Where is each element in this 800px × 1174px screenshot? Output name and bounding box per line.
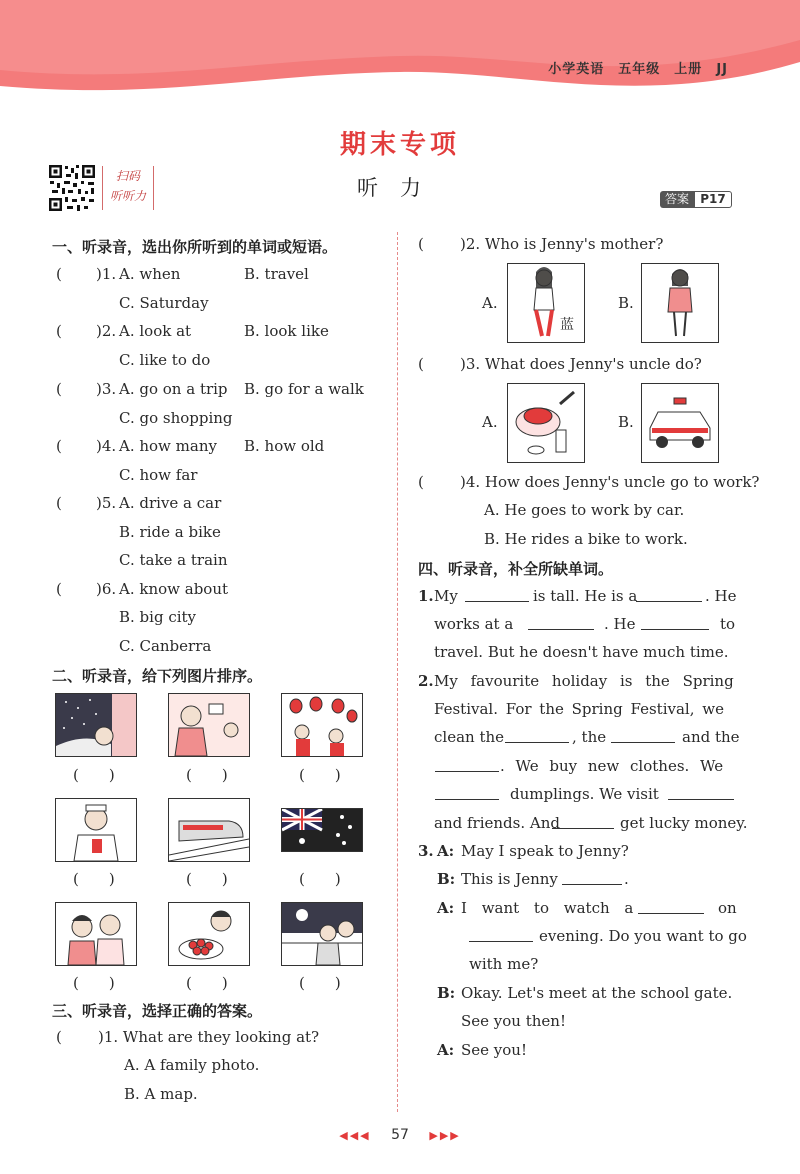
picture-night-window xyxy=(55,693,137,757)
order-paren: ( ) xyxy=(299,870,341,888)
q2-option-a: A. xyxy=(482,294,498,312)
speaker-a: A: xyxy=(437,899,455,917)
q4-option-a: A. He goes to work by car. xyxy=(484,501,685,519)
fill-blank[interactable] xyxy=(668,785,734,800)
fill-blank[interactable] xyxy=(469,927,533,942)
option-a: A. go on a trip xyxy=(119,380,228,398)
answer-page: P17 xyxy=(694,191,732,208)
order-paren: ( ) xyxy=(73,766,115,784)
answer-paren: ( xyxy=(56,580,62,598)
header-grade: 五年级 xyxy=(618,62,661,77)
p2-text: Festival. For the Spring Festival, we xyxy=(434,700,724,718)
p1-text: works at a xyxy=(434,615,514,633)
fill-blank[interactable] xyxy=(638,899,704,914)
answer-paren: ( xyxy=(56,322,62,340)
picture-night-couple xyxy=(281,902,363,966)
header-edition: JJ xyxy=(716,62,728,77)
q2-option-b: B. xyxy=(618,294,634,312)
picture-woman-b xyxy=(641,263,719,343)
option-b: B. travel xyxy=(244,265,309,283)
q3-option-a: A. xyxy=(482,413,498,431)
option-b: B. look like xyxy=(244,322,329,340)
answer-paren: ( xyxy=(56,380,62,398)
picture-family xyxy=(55,902,137,966)
q4-option-b: B. He rides a bike to work. xyxy=(484,530,688,548)
picture-train xyxy=(168,798,250,862)
answer-paren: ( xyxy=(418,473,424,491)
order-paren: ( ) xyxy=(186,870,228,888)
fill-blank[interactable] xyxy=(636,587,702,602)
option-a: A. look at xyxy=(119,322,192,340)
speaker-a: A: xyxy=(437,1041,455,1059)
picture-police-car xyxy=(641,383,719,463)
fill-blank[interactable] xyxy=(611,728,675,743)
order-paren: ( ) xyxy=(186,766,228,784)
p2-text: My favourite holiday is the Spring xyxy=(434,672,734,690)
qr-code-icon[interactable] xyxy=(48,164,96,212)
p3-text: Okay. Let's meet at the school gate. xyxy=(461,984,733,1002)
picture-doctor xyxy=(55,798,137,862)
option-a: A. drive a car xyxy=(119,494,222,512)
speaker-b: B: xyxy=(437,984,456,1002)
question-3: )3. What does Jenny's uncle do? xyxy=(460,355,702,373)
fill-blank[interactable] xyxy=(435,757,499,772)
p3-text: evening. Do you want to go xyxy=(539,927,747,945)
item-number: )6. xyxy=(96,580,117,598)
order-paren: ( ) xyxy=(73,870,115,888)
p2-text: get lucky money. xyxy=(620,814,748,832)
picture-lanterns xyxy=(281,693,363,757)
option-c: C. how far xyxy=(119,466,198,484)
order-paren: ( ) xyxy=(299,766,341,784)
page-title: 期末专项 xyxy=(339,130,460,160)
speaker-a: A: xyxy=(437,842,455,860)
order-paren: ( ) xyxy=(299,974,341,992)
p3-text: with me? xyxy=(469,955,539,973)
header-info xyxy=(534,58,728,77)
answer-paren: ( xyxy=(418,355,424,373)
question-4: )4. How does Jenny's uncle go to work? xyxy=(460,473,760,491)
page-number: 57 xyxy=(391,1127,409,1143)
question-1: )1. What are they looking at? xyxy=(98,1028,320,1046)
q1-option-a: A. A family photo. xyxy=(124,1056,260,1074)
answer-label: 答案 xyxy=(660,191,694,208)
blue-label: 蓝 xyxy=(560,317,574,333)
item-number: )5. xyxy=(96,494,117,512)
p3-text: . xyxy=(624,870,629,888)
speaker-b: B: xyxy=(437,870,456,888)
option-b: B. ride a bike xyxy=(119,523,221,541)
fill-blank[interactable] xyxy=(465,587,529,602)
option-a: A. know about xyxy=(119,580,229,598)
passage-3-number: 3. xyxy=(418,842,434,860)
picture-woman-a xyxy=(507,263,585,343)
option-a: A. how many xyxy=(119,437,217,455)
item-number: )4. xyxy=(96,437,117,455)
passage-1-number: 1. xyxy=(418,587,434,605)
prev-arrows-icon: ◀◀◀ xyxy=(339,1129,371,1142)
passage-2-number: 2. xyxy=(418,672,434,690)
p3-text: May I speak to Jenny? xyxy=(461,842,629,860)
order-paren: ( ) xyxy=(73,974,115,992)
page-subtitle: 听力 xyxy=(357,176,443,200)
item-number: )1. xyxy=(96,265,117,283)
question-2: )2. Who is Jenny's mother? xyxy=(460,235,664,253)
p2-text: , the xyxy=(572,728,607,746)
header-volume: 上册 xyxy=(674,62,703,77)
p2-text: and the xyxy=(682,728,740,746)
fill-blank[interactable] xyxy=(435,785,499,800)
p3-text: This is Jenny xyxy=(461,870,558,888)
section3-heading: 三、听录音，选择正确的答案。 xyxy=(52,1002,263,1020)
column-divider xyxy=(397,232,398,1112)
answer-paren: ( xyxy=(418,235,424,253)
p1-text: is tall. He is a xyxy=(533,587,638,605)
p1-text: . He xyxy=(705,587,737,605)
option-b: B. go for a walk xyxy=(244,380,364,398)
option-c: C. take a train xyxy=(119,551,228,569)
item-number: )3. xyxy=(96,380,117,398)
fill-blank[interactable] xyxy=(528,615,594,630)
option-c: C. Canberra xyxy=(119,637,212,655)
fill-blank[interactable] xyxy=(641,615,709,630)
p3-text: See you then! xyxy=(461,1012,566,1030)
picture-cook xyxy=(507,383,585,463)
page-footer xyxy=(0,1127,800,1143)
p2-text: clean the xyxy=(434,728,505,746)
answer-paren: ( xyxy=(56,265,62,283)
item-number: )2. xyxy=(96,322,117,340)
answer-paren: ( xyxy=(56,1028,62,1046)
order-paren: ( ) xyxy=(186,974,228,992)
p2-text: and friends. And xyxy=(434,814,560,832)
p2-text: . We buy new clothes. We xyxy=(500,757,724,775)
header-subject: 小学英语 xyxy=(548,62,605,77)
option-c: C. Saturday xyxy=(119,294,209,312)
p1-text: My xyxy=(434,587,458,605)
p1-text: to xyxy=(720,615,736,633)
picture-cleaning xyxy=(168,693,250,757)
picture-dumplings xyxy=(168,902,250,966)
fill-blank[interactable] xyxy=(505,728,569,743)
next-arrows-icon: ▶▶▶ xyxy=(429,1129,461,1142)
section2-heading: 二、听录音，给下列图片排序。 xyxy=(52,667,263,685)
option-a: A. when xyxy=(119,265,181,283)
p3-text: I want to watch a xyxy=(461,899,634,917)
scan-line-2: 听听力 xyxy=(109,189,146,203)
section1-heading: 一、听录音，选出你所听到的单词或短语。 xyxy=(52,238,338,256)
picture-australia-flag xyxy=(281,808,363,852)
q1-option-b: B. A map. xyxy=(124,1085,198,1103)
fill-blank[interactable] xyxy=(562,870,622,885)
p1-text: . He xyxy=(604,615,636,633)
answer-tag xyxy=(660,191,732,208)
answer-paren: ( xyxy=(56,494,62,512)
p3-text: See you! xyxy=(461,1041,527,1059)
p3-text: on xyxy=(718,899,737,917)
option-b: B. how old xyxy=(244,437,325,455)
option-c: C. like to do xyxy=(119,351,211,369)
p2-text: dumplings. We visit xyxy=(510,785,659,803)
section4-heading: 四、听录音，补全所缺单词。 xyxy=(418,560,614,578)
scan-line-1: 扫码 xyxy=(115,169,140,183)
answer-paren: ( xyxy=(56,437,62,455)
fill-blank[interactable] xyxy=(552,814,614,829)
p1-text: travel. But he doesn't have much time. xyxy=(434,643,729,661)
scan-to-listen-label xyxy=(102,166,154,210)
q3-option-b: B. xyxy=(618,413,634,431)
option-c: C. go shopping xyxy=(119,409,233,427)
option-b: B. big city xyxy=(119,608,197,626)
